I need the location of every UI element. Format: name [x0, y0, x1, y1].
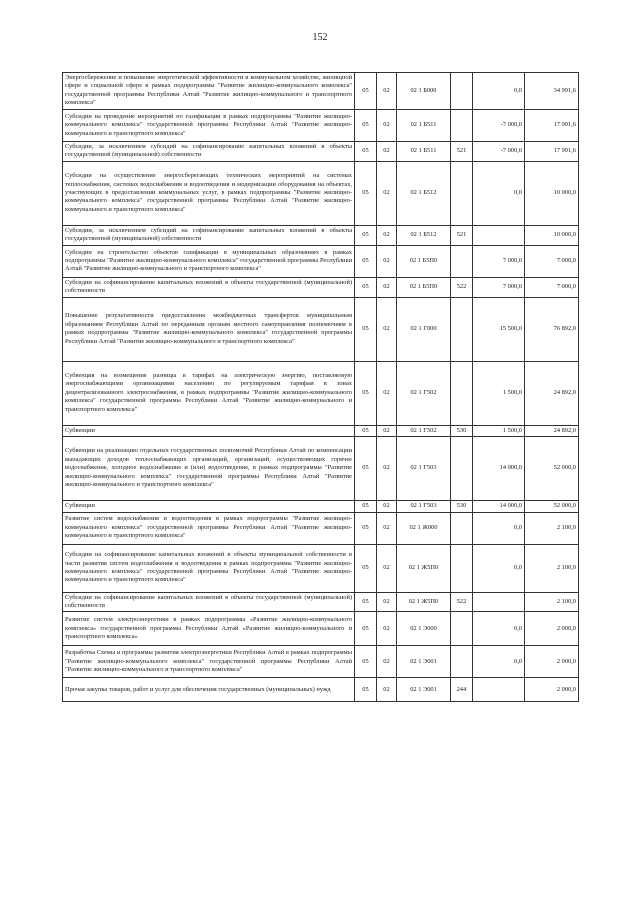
row-target-article: 02 1 Э001 — [397, 646, 451, 678]
row-amount-change: 0,0 — [473, 544, 525, 592]
row-target-article: 02 1 Ж000 — [397, 512, 451, 544]
row-expense-type — [451, 544, 473, 592]
row-amount-change: 1 500,0 — [473, 425, 525, 436]
row-target-article: 02 1 Э001 — [397, 678, 451, 702]
row-expense-type: 244 — [451, 678, 473, 702]
row-name: Развитие систем водоснабжения и водоотведения в рамках подпрограммы "Развитие жилищно-коммунального комплекса" государственной программы Республики Алтай "Развитие жилищно-коммунального и транспортного комплекса" — [63, 512, 355, 544]
table-body — [63, 73, 579, 702]
row-expense-type — [451, 297, 473, 361]
row-name: Субсидии на строительство объектов газификации в муниципальных образованиях в рамках подпрограммы "Развитие жилищно-коммунального комплекса" государственной программы Республики Алтай "Развитие жилищно-коммунального и транспортного комплекса" — [63, 245, 355, 277]
row-amount-total: 24 892,0 — [525, 425, 579, 436]
row-amount-total: 17 991,6 — [525, 109, 579, 141]
table-row — [63, 361, 579, 425]
row-target-article: 02 1 Б5П0 — [397, 245, 451, 277]
row-subsection: 02 — [377, 297, 397, 361]
row-section: 05 — [355, 161, 377, 225]
row-amount-total: 2 000,0 — [525, 612, 579, 646]
row-target-article: 02 1 Г503 — [397, 437, 451, 501]
table-row — [63, 225, 579, 245]
row-subsection: 02 — [377, 512, 397, 544]
row-target-article: 02 1 Г000 — [397, 297, 451, 361]
row-amount-change: 14 000,0 — [473, 501, 525, 512]
row-expense-type — [451, 161, 473, 225]
budget-table — [62, 72, 579, 702]
table-row — [63, 277, 579, 297]
page-number: 152 — [312, 32, 328, 43]
row-subsection: 02 — [377, 161, 397, 225]
row-name: Субсидии, за исключением субсидий на софинансирование капитальных вложений в объекты государственной (муниципальной) собственности — [63, 225, 355, 245]
row-amount-total: 7 000,0 — [525, 277, 579, 297]
row-target-article: 02 1 Г502 — [397, 425, 451, 436]
row-name: Прочая закупка товаров, работ и услуг для обеспечения государственных (муниципальных) нужд — [63, 678, 355, 702]
row-name: Субсидии на осуществление энергосберегающих технических мероприятий на системах теплоснабжения, системах водоснабжения и водоотведения и модернизации оборудования на объектах, участвующих в предоставлении коммунальных услуг, в рамках подпрограммы "Развитие жилищно-коммунального комплекса" государственной программы Республики Алтай "Развитие жилищно-коммунального и транспортного комплекса" — [63, 161, 355, 225]
row-expense-type — [451, 109, 473, 141]
row-expense-type — [451, 437, 473, 501]
row-name: Субсидии на софинансирование капитальных вложений в объекты государственной (муниципальной) собственности — [63, 277, 355, 297]
row-section: 05 — [355, 678, 377, 702]
table-row — [63, 544, 579, 592]
row-amount-change: 0,0 — [473, 646, 525, 678]
row-expense-type: 521 — [451, 141, 473, 161]
row-section: 05 — [355, 437, 377, 501]
row-amount-change: -7 000,0 — [473, 141, 525, 161]
row-section: 05 — [355, 646, 377, 678]
row-amount-change: 0,0 — [473, 73, 525, 110]
row-target-article: 02 1 Ж5П0 — [397, 544, 451, 592]
row-section: 05 — [355, 141, 377, 161]
table-row — [63, 245, 579, 277]
row-subsection: 02 — [377, 646, 397, 678]
row-amount-total: 52 000,0 — [525, 437, 579, 501]
table-row — [63, 612, 579, 646]
row-amount-total: 2 100,0 — [525, 512, 579, 544]
row-expense-type: 530 — [451, 425, 473, 436]
row-name: Субвенции — [63, 425, 355, 436]
row-name: Развитие систем электроэнергетики в рамках подпрограммы «Развитие жилищно-коммунального комплекса» государственной программы Республики Алтай «Развитие жилищно-коммунального и транспортного комплекса» — [63, 612, 355, 646]
row-amount-total: 52 000,0 — [525, 501, 579, 512]
row-subsection: 02 — [377, 437, 397, 501]
table-row — [63, 678, 579, 702]
row-amount-total: 7 000,0 — [525, 245, 579, 277]
row-amount-change: 7 000,0 — [473, 245, 525, 277]
row-name: Субсидии на софинансирование капитальных вложений в объекты муниципальной собственности в части развития систем водоснабжения и водоотведения в рамках подпрограммы "Развитие жилищно-коммунального комплекса" государственной программы Республики Алтай "Развитие жилищно-коммунального и транспортного комплекса" — [63, 544, 355, 592]
row-amount-total: 2 000,0 — [525, 678, 579, 702]
row-subsection: 02 — [377, 544, 397, 592]
row-expense-type: 521 — [451, 225, 473, 245]
row-section: 05 — [355, 109, 377, 141]
table-row — [63, 501, 579, 512]
row-section: 05 — [355, 544, 377, 592]
row-name: Субсидии на проведение мероприятий по газификации в рамках подпрограммы "Развитие жилищно-коммунального комплекса" государственной программы Республики Алтай "Развитие жилищно-коммунального и транспортного комплекса" — [63, 109, 355, 141]
row-amount-change: 0,0 — [473, 161, 525, 225]
row-target-article: 02 1 Э000 — [397, 612, 451, 646]
table-row — [63, 437, 579, 501]
row-section: 05 — [355, 361, 377, 425]
table-row — [63, 512, 579, 544]
table-row — [63, 297, 579, 361]
row-expense-type — [451, 646, 473, 678]
row-expense-type — [451, 512, 473, 544]
row-expense-type — [451, 73, 473, 110]
table-row — [63, 646, 579, 678]
row-name: Субвенция на возмещение разницы в тарифах на электрическую энергию, поставляемую энергоснабжающими организациями населению по регулируемым тарифам в зонах децентрализованного электроснабжения, в рамках подпрограммы "Развитие жилищно-коммунального комплекса" государственной программы Республики Алтай "Развитие жилищно-коммунального и транспортного комплекса" — [63, 361, 355, 425]
row-target-article: 02 1 Ж5П0 — [397, 592, 451, 612]
row-expense-type: 522 — [451, 592, 473, 612]
row-subsection: 02 — [377, 501, 397, 512]
table-row — [63, 141, 579, 161]
row-amount-total: 2 100,0 — [525, 544, 579, 592]
row-section: 05 — [355, 512, 377, 544]
row-subsection: 02 — [377, 141, 397, 161]
row-target-article: 02 1 Б512 — [397, 225, 451, 245]
row-subsection: 02 — [377, 678, 397, 702]
row-subsection: 02 — [377, 73, 397, 110]
table-row — [63, 161, 579, 225]
table-row — [63, 73, 579, 110]
row-target-article: 02 1 Б511 — [397, 109, 451, 141]
row-amount-change: -7 000,0 — [473, 109, 525, 141]
row-amount-change — [473, 592, 525, 612]
row-amount-total: 76 892,0 — [525, 297, 579, 361]
row-section: 05 — [355, 277, 377, 297]
row-name: Повышение результативности предоставления межбюджетных трансфертов муниципальным образованиям Республики Алтай по переданным органам местного самоуправления полномочиям в рамках подпрограммы "Развитие жилищно-коммунального комплекса" государственной программы Республики Алтай "Развитие жилищно-коммунального и транспортного комплекса" — [63, 297, 355, 361]
row-target-article: 02 1 Б511 — [397, 141, 451, 161]
row-section: 05 — [355, 612, 377, 646]
row-target-article: 02 1 Б000 — [397, 73, 451, 110]
row-section: 05 — [355, 73, 377, 110]
row-subsection: 02 — [377, 361, 397, 425]
row-target-article: 02 1 Б5П0 — [397, 277, 451, 297]
row-amount-total: 17 991,6 — [525, 141, 579, 161]
row-name: Субсидии на софинансирование капитальных вложений в объекты государственной (муниципальной) собственности — [63, 592, 355, 612]
row-section: 05 — [355, 245, 377, 277]
row-section: 05 — [355, 592, 377, 612]
row-amount-change — [473, 225, 525, 245]
table-row — [63, 425, 579, 436]
table-row — [63, 109, 579, 141]
row-amount-change: 14 000,0 — [473, 437, 525, 501]
row-expense-type: 530 — [451, 501, 473, 512]
row-section: 05 — [355, 501, 377, 512]
row-subsection: 02 — [377, 109, 397, 141]
row-amount-change: 1 500,0 — [473, 361, 525, 425]
row-amount-total: 34 991,6 — [525, 73, 579, 110]
row-expense-type: 522 — [451, 277, 473, 297]
row-section: 05 — [355, 297, 377, 361]
row-amount-change: 0,0 — [473, 512, 525, 544]
row-subsection: 02 — [377, 592, 397, 612]
row-subsection: 02 — [377, 225, 397, 245]
row-expense-type — [451, 612, 473, 646]
row-section: 05 — [355, 425, 377, 436]
row-expense-type — [451, 361, 473, 425]
row-subsection: 02 — [377, 425, 397, 436]
row-name: Субвенции — [63, 501, 355, 512]
row-target-article: 02 1 Б512 — [397, 161, 451, 225]
row-expense-type — [451, 245, 473, 277]
row-name: Субвенции на реализацию отдельных государственных полномочий Республики Алтай по компенсации выпадающих доходов теплоснабжающих организаций, организаций, осуществляющих горячее водоснабжение, холодное водоснабжение и (или) водоотведение, в рамках подпрограммы "Развитие жилищно-коммунального комплекса" государственной программы Республики Алтай "Развитие жилищно-коммунального и транспортного комплекса" — [63, 437, 355, 501]
row-subsection: 02 — [377, 612, 397, 646]
row-amount-total: 24 892,0 — [525, 361, 579, 425]
row-name: Энергосбережение и повышение энергетической эффективности в коммунальном хозяйстве, жилищной сфере и социальной сфере в рамках подпрограммы "Развитие жилищно-коммунального комплекса" государственной программы Республики Алтай "Развитие жилищно-коммунального и транспортного комплекса" — [63, 73, 355, 110]
row-target-article: 02 1 Г503 — [397, 501, 451, 512]
row-name: Субсидии, за исключением субсидий на софинансирование капитальных вложений в объекты государственной (муниципальной) собственности — [63, 141, 355, 161]
row-amount-total: 10 000,0 — [525, 225, 579, 245]
row-amount-change: 7 000,0 — [473, 277, 525, 297]
row-amount-change — [473, 678, 525, 702]
row-target-article: 02 1 Г502 — [397, 361, 451, 425]
table-row — [63, 592, 579, 612]
row-amount-change: 15 500,0 — [473, 297, 525, 361]
row-amount-change: 0,0 — [473, 612, 525, 646]
row-subsection: 02 — [377, 277, 397, 297]
row-name: Разработка Схемы и программы развития электроэнергетики Республики Алтай в рамках подпрограммы "Развитие жилищно-коммунального комплекса" государственной программы Республики Алтай "Развитие жилищно-коммунального и транспортного комплекса" — [63, 646, 355, 678]
row-section: 05 — [355, 225, 377, 245]
row-amount-total: 2 000,0 — [525, 646, 579, 678]
row-amount-total: 2 100,0 — [525, 592, 579, 612]
row-subsection: 02 — [377, 245, 397, 277]
row-amount-total: 10 000,0 — [525, 161, 579, 225]
